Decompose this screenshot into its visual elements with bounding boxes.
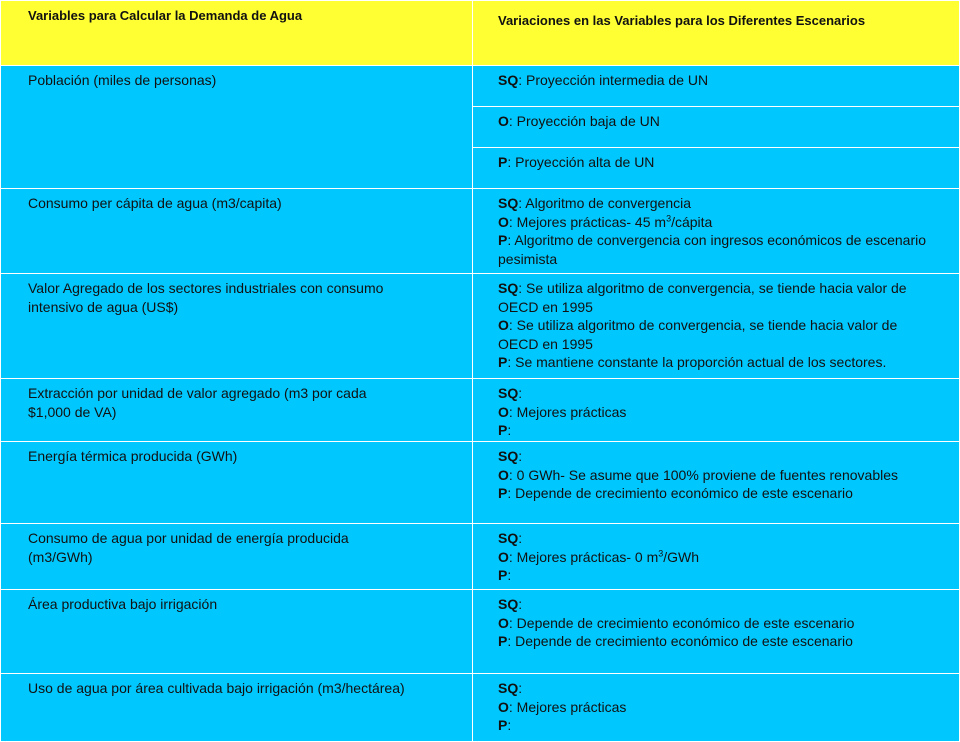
variation-cell xyxy=(473,189,960,274)
scenario-code: SQ xyxy=(498,680,519,696)
variation-cell xyxy=(473,107,960,148)
variation-text: : xyxy=(518,385,523,401)
variable-cell: Uso de agua por área cultivada bajo irrigación (m3/hectárea) xyxy=(1,674,473,742)
table-row xyxy=(1,524,960,590)
scenario-code: O xyxy=(498,548,509,565)
scenario-code: P xyxy=(498,354,508,370)
scenario-code: O xyxy=(498,614,509,631)
table-row xyxy=(1,674,960,742)
variation-text: : xyxy=(507,717,512,733)
variable-cell: Población (miles de personas) xyxy=(1,66,473,189)
variation-text: : Se mantiene constante la proporción actual de los sectores. xyxy=(507,354,887,370)
variation-text: : Depende de crecimiento económico de este escenario xyxy=(508,614,855,631)
variable-cell: Extracción por unidad de valor agregado (m3 por cada $1,000 de VA) xyxy=(1,379,473,442)
variation-text: : xyxy=(518,448,523,464)
variation-text: : Se utiliza algoritmo de convergencia, se tiende hacia valor de OECD en 1995 xyxy=(498,317,898,352)
scenario-code: SQ xyxy=(498,596,519,612)
scenario-code: SQ xyxy=(498,280,519,296)
variation-cell xyxy=(473,590,960,674)
scenario-code: SQ xyxy=(498,385,519,401)
variable-cell: Consumo de agua por unidad de energía producida (m3/GWh) xyxy=(1,524,473,590)
superscript: 3 xyxy=(666,212,672,223)
scenario-code: O xyxy=(498,113,509,129)
scenario-code: P xyxy=(498,567,508,583)
scenario-code: O xyxy=(498,213,509,230)
variation-cell xyxy=(473,274,960,379)
variation-text: : Proyección intermedia de UN xyxy=(518,72,709,88)
variation-text: : xyxy=(518,530,523,546)
scenario-code: P xyxy=(498,422,508,438)
scenario-code: SQ xyxy=(498,530,519,546)
scenario-code: SQ xyxy=(498,448,519,464)
scenario-code: SQ xyxy=(498,195,519,211)
table-row xyxy=(1,189,960,274)
table-row xyxy=(1,590,960,674)
variation-cell xyxy=(473,379,960,442)
variation-cell xyxy=(473,524,960,590)
variation-text: : Mejores prácticas- 45 m xyxy=(508,213,667,230)
variation-text: : xyxy=(507,567,512,583)
table-row xyxy=(1,379,960,442)
variation-text: : Algoritmo de convergencia xyxy=(518,195,691,211)
variation-text: : Depende de crecimiento económico de este escenario xyxy=(507,485,853,501)
variation-text: : Mejores prácticas xyxy=(508,403,627,420)
variation-text: : Mejores prácticas xyxy=(508,698,627,715)
variation-text: : Proyección baja de UN xyxy=(508,113,660,129)
variable-cell: Consumo per cápita de agua (m3/capita) xyxy=(1,189,473,274)
variation-cell xyxy=(473,66,960,107)
variable-cell: Área productiva bajo irrigación xyxy=(1,590,473,674)
scenario-code: P xyxy=(498,485,508,501)
scenario-code: O xyxy=(498,466,509,483)
superscript: 3 xyxy=(658,547,664,558)
header-variations: Variaciones en las Variables para los Diferentes Escenarios xyxy=(473,1,960,66)
table-row xyxy=(1,66,960,107)
variation-text: : xyxy=(507,422,512,438)
table-row xyxy=(1,274,960,379)
variation-text: : xyxy=(518,596,523,612)
variation-text: : 0 GWh- Se asume que 100% proviene de fuentes renovables xyxy=(508,466,899,483)
variation-text: : Proyección alta de UN xyxy=(507,154,655,170)
scenario-code: SQ xyxy=(498,72,519,88)
header-row xyxy=(1,1,960,66)
scenario-code: O xyxy=(498,403,509,420)
variation-text: /cápita xyxy=(671,213,713,230)
scenario-code: P xyxy=(498,717,508,733)
table-row xyxy=(1,442,960,524)
variation-text: : Depende de crecimiento económico de este escenario xyxy=(507,633,853,649)
variation-text: : Mejores prácticas- 0 m xyxy=(508,548,659,565)
variation-text: : Algoritmo de convergencia con ingresos económicos de escenario pesimista xyxy=(498,232,927,267)
variation-cell xyxy=(473,674,960,742)
variable-cell: Valor Agregado de los sectores industriales con consumo intensivo de agua (US$) xyxy=(1,274,473,379)
scenario-code: O xyxy=(498,317,509,333)
variation-text: : Se utiliza algoritmo de convergencia, se tiende hacia valor de OECD en 1995 xyxy=(498,280,907,315)
variation-text: : xyxy=(518,680,523,696)
scenario-code: P xyxy=(498,154,508,170)
header-variables: Variables para Calcular la Demanda de Agua xyxy=(1,1,473,66)
variation-cell xyxy=(473,442,960,524)
scenario-code: P xyxy=(498,633,508,649)
variation-cell xyxy=(473,148,960,189)
variable-cell: Energía térmica producida (GWh) xyxy=(1,442,473,524)
variation-text: /GWh xyxy=(663,548,700,565)
scenario-code: O xyxy=(498,698,509,715)
scenario-code: P xyxy=(498,232,508,248)
